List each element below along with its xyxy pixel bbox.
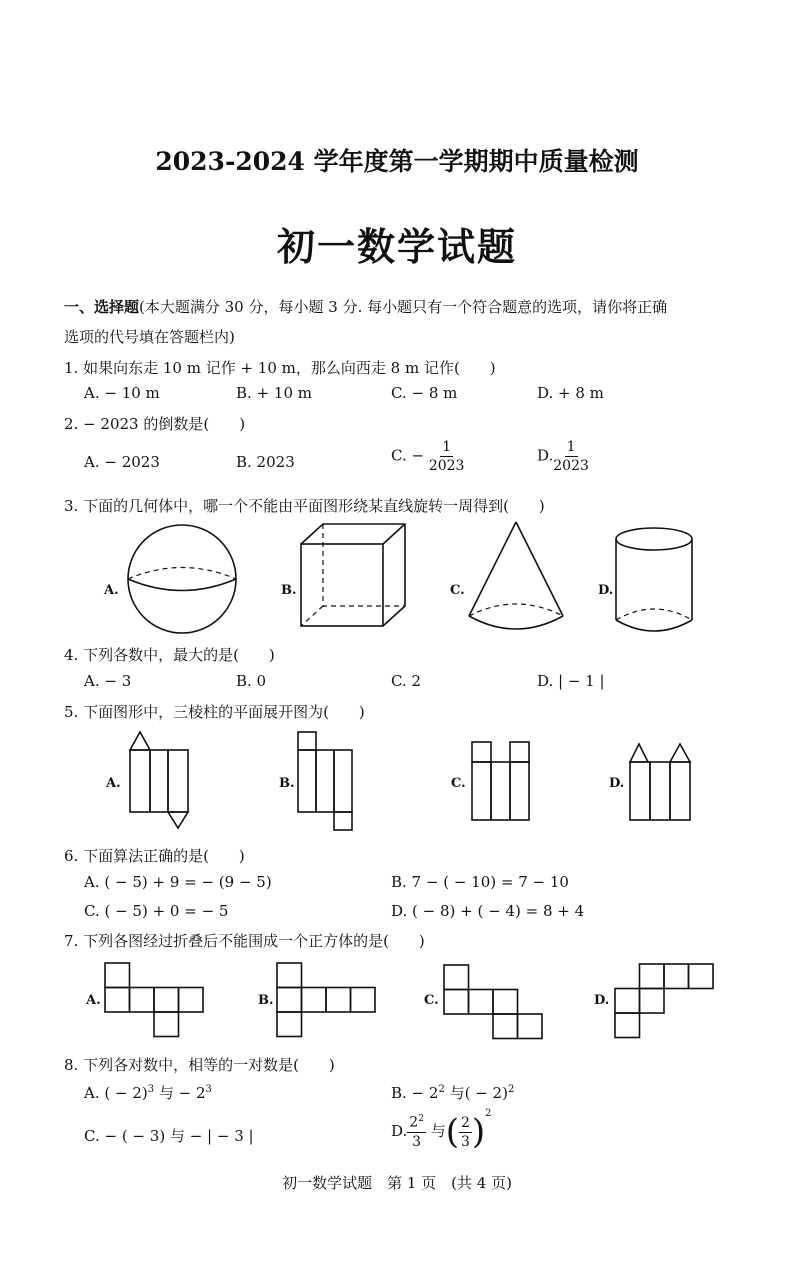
q5-label-b: B. [279,776,295,791]
q2-option-a: A. − 2023 [84,453,160,471]
cone-icon [466,520,566,632]
q8-a-exp2: 3 [205,1084,212,1095]
fraction-denominator: 2023 [428,458,465,474]
q8-b-exp2: 2 [507,1084,515,1095]
q8-b-base1: B. − 2 [391,1084,439,1102]
q8-d-fraction-2 [459,1116,472,1149]
q6-option-a: A. ( − 5) + 9 = − (9 − 5) [84,873,272,891]
section-heading: 一、选择题 [64,298,140,316]
q2-d-fraction [553,440,589,473]
right-paren: ) [471,1112,486,1152]
q8-d-mid: 与 [430,1122,446,1140]
question-4-stem: 4. 下列各数中，最大的是( ) [64,646,275,664]
question-8-stem: 8. 下列各对数中，相等的一对数是( ) [64,1056,335,1074]
q8-b-exp1: 2 [438,1084,445,1095]
sphere-icon [127,524,237,634]
q8-option-a [84,1082,212,1103]
q1-option-b: B. + 10 m [236,384,312,402]
page-footer: 初一数学试题 第 1 页 (共 4 页) [282,1174,512,1192]
question-1-stem: 1. 如果向东走 10 m 记作 + 10 m，那么向西走 8 m 记作( ) [64,359,496,377]
fraction-numerator: 1 [566,439,576,455]
q5-label-c: C. [451,776,466,791]
q1-option-c: C. − 8 m [391,384,458,402]
cube-icon [299,522,409,630]
section-instructions [64,296,667,317]
prism-net-b-icon [296,730,358,832]
q2-c-prefix: C. − [391,446,425,465]
cube-net-a-icon [104,962,208,1042]
q8-d-prefix: D. [391,1122,408,1140]
question-7-stem: 7. 下列各图经过折叠后不能围成一个正方体的是( ) [64,932,425,950]
q8-option-b [391,1082,514,1103]
exam-subtitle: 2023-2024 学年度第一学期期中质量检测 [155,147,639,176]
prism-net-d-icon [628,740,694,822]
q8-d-fraction-1 [407,1115,426,1149]
question-5-stem: 5. 下面图形中，三棱柱的平面展开图为( ) [64,703,365,721]
q8-b-mid: 与( − 2) [444,1084,508,1102]
q7-label-c: C. [424,993,439,1008]
left-paren: ( [445,1112,459,1152]
q2-d-prefix: D. [537,446,554,465]
q7-label-d: D. [594,993,610,1008]
cube-net-d-icon [614,963,718,1043]
question-6-stem: 6. 下面算法正确的是( ) [64,847,245,865]
q4-option-c: C. 2 [391,672,422,690]
fraction-denominator: 3 [412,1133,422,1150]
q1-option-d: D. + 8 m [537,384,604,402]
q4-option-a: A. − 3 [84,672,132,690]
q5-label-d: D. [609,776,625,791]
q8-option-c: C. − ( − 3) 与 − | − 3 | [84,1127,254,1145]
q8-a-exp1: 3 [147,1084,155,1095]
q6-option-c: C. ( − 5) + 0 = − 5 [84,902,229,920]
cylinder-icon [614,526,696,634]
q7-label-a: A. [86,993,101,1008]
exam-title: 初一数学试题 [276,224,517,269]
q2-c-fraction [429,440,465,473]
q3-label-b: B. [281,583,297,598]
q7-label-b: B. [258,993,274,1008]
fraction-denominator: 2023 [553,458,589,474]
q8-option-d [391,1108,492,1152]
fraction-numerator: $2^2$ [409,1114,424,1131]
q3-label-d: D. [598,583,614,598]
q4-option-b: B. 0 [236,672,267,690]
q1-option-a: A. − 10 m [84,384,160,402]
question-2-stem: 2. − 2023 的倒数是( ) [64,415,246,433]
q8-a-mid: 与 − 2 [154,1084,206,1102]
instructions-line-2: 选项的代号填在答题栏内) [64,328,235,346]
fraction-numerator: 2 [460,1114,470,1131]
q5-label-a: A. [106,776,121,791]
prism-net-a-icon [128,730,190,830]
q2-option-b: B. 2023 [236,453,295,471]
cube-net-c-icon [443,964,547,1044]
fraction-numerator: 1 [442,439,452,455]
question-3-stem: 3. 下面的几何体中，哪一个不能由平面图形绕某直线旋转一周得到( ) [64,497,545,515]
q3-label-a: A. [104,583,119,598]
q2-option-d [537,440,589,473]
q6-option-d: D. ( − 8) + ( − 4) = 8 + 4 [391,902,585,920]
fraction-denominator: 3 [460,1133,470,1150]
cube-net-b-icon [276,962,380,1042]
q4-option-d: D. | − 1 | [537,672,605,690]
q3-label-c: C. [450,583,465,598]
q8-a-base1: A. ( − 2) [84,1084,148,1102]
q6-option-b: B. 7 − ( − 10) = 7 − 10 [391,873,569,891]
prism-net-c-icon [470,740,532,822]
instructions-line-1: (本大题满分 30 分，每小题 3 分. 每小题只有一个符合题意的选项，请你将正确 [139,298,668,316]
q2-option-c [391,440,464,473]
q8-d-exp: 2 [485,1108,492,1119]
